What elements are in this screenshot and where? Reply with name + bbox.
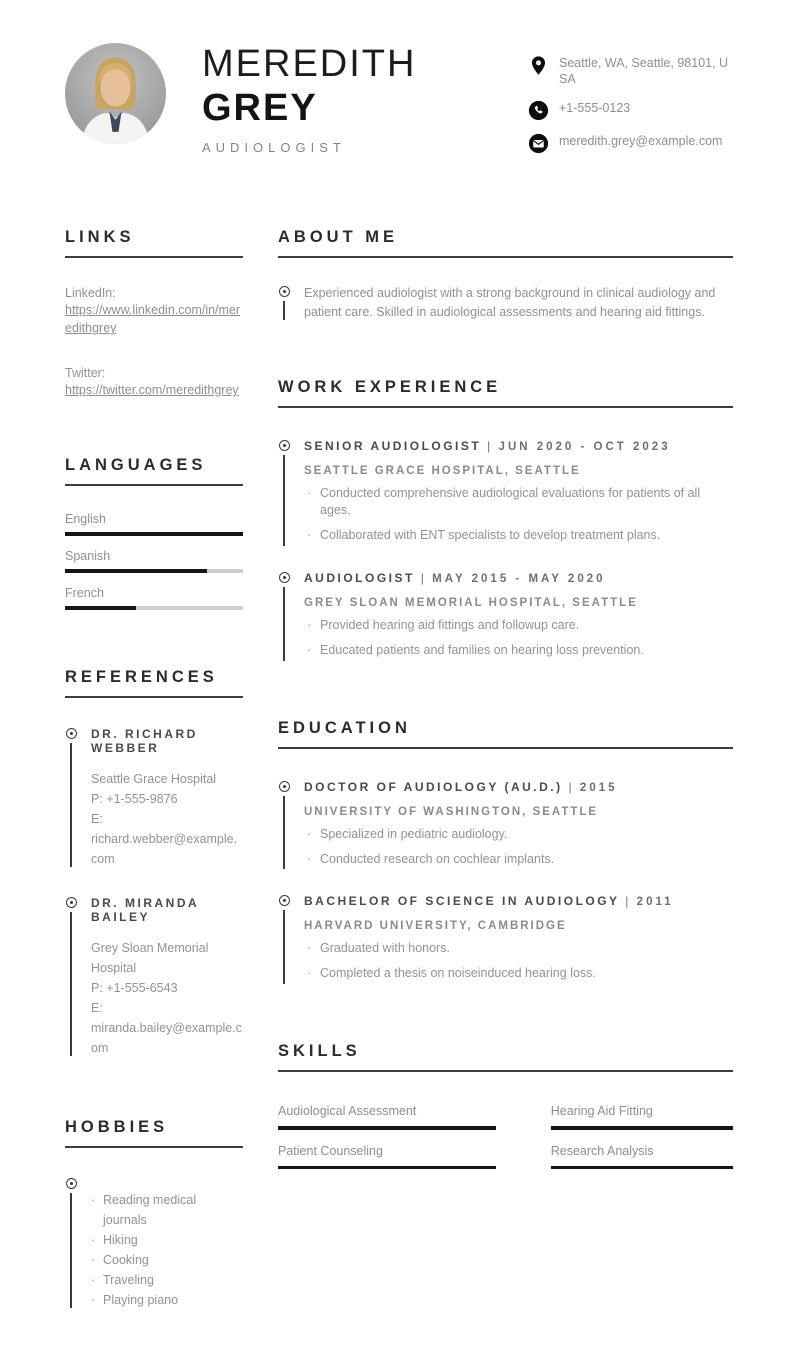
references-heading-rule [65, 696, 243, 698]
timeline-rail [65, 1176, 77, 1310]
experience-heading-rule [278, 406, 733, 408]
title-separator: | [420, 570, 427, 585]
language-bar-fill [65, 569, 207, 573]
experience-body [304, 570, 733, 663]
skill-item [278, 1144, 496, 1170]
title-separator: | [568, 779, 575, 794]
timeline-line [283, 910, 285, 984]
left-column [65, 228, 243, 1310]
education-bullets [304, 936, 733, 986]
education-bullet: · Completed a thesis on noiseinduced hearing loss. [304, 961, 733, 986]
about-item [278, 284, 733, 323]
section-about [278, 228, 733, 323]
experience-list [278, 438, 733, 662]
hobbies-body [91, 1176, 243, 1310]
skill-bar [551, 1126, 733, 1130]
skill-bar [278, 1126, 496, 1130]
experience-title: AUDIOLOGIST [304, 570, 415, 585]
language-row [65, 512, 243, 536]
section-links [65, 228, 243, 400]
education-title-line [304, 893, 733, 908]
section-languages [65, 456, 243, 610]
section-education [278, 719, 733, 987]
section-hobbies [65, 1118, 243, 1310]
timeline-dot-icon [66, 897, 77, 908]
education-degree: BACHELOR OF SCIENCE IN AUDIOLOGY [304, 894, 620, 909]
reference-details [91, 769, 243, 869]
references-heading: REFERENCES [65, 667, 218, 686]
timeline-rail [65, 726, 77, 869]
phone-text: +1-555-0123 [559, 100, 631, 115]
language-list [65, 512, 243, 610]
education-title-line [304, 779, 733, 794]
skill-label: Research Analysis [550, 1143, 654, 1158]
timeline-line [283, 796, 285, 870]
skills-heading-rule [278, 1070, 733, 1072]
hobby-item: · Reading medical journals [91, 1190, 243, 1230]
reference-phone: P: +1-555-6543 [91, 980, 178, 995]
link-item-linkedin [65, 286, 243, 339]
timeline-dot-icon [279, 895, 290, 906]
experience-dates: JUN 2020 - OCT 2023 [498, 441, 671, 454]
timeline-dot-icon [66, 1178, 77, 1189]
about-heading: ABOUT ME [278, 227, 398, 246]
education-bullets [304, 822, 733, 872]
reference-email: E: miranda.bailey@example.com [91, 1000, 242, 1055]
reference-list [65, 726, 243, 1058]
timeline-line [283, 301, 285, 321]
contact-phone-row [528, 100, 733, 121]
education-degree: DOCTOR OF AUDIOLOGY (AU.D.) [304, 779, 563, 794]
linkedin-label: LinkedIn: [65, 285, 116, 300]
reference-email: E: richard.webber@example.com [91, 811, 238, 866]
education-item [278, 779, 733, 872]
language-row [65, 586, 243, 610]
education-heading-rule [278, 747, 733, 749]
timeline-line [283, 455, 285, 546]
name-block [202, 43, 416, 155]
skill-label: Patient Counseling [278, 1143, 383, 1158]
about-body [304, 284, 733, 323]
about-text: Experienced audiologist with a strong background in clinical audiology and patient care. Skilled in audiological assessments and hearing aid fittings. [304, 285, 716, 319]
skill-item [278, 1104, 496, 1130]
education-bullet: · Graduated with honors. [304, 936, 733, 961]
hobby-item: · Cooking [91, 1250, 243, 1270]
skills-grid [278, 1104, 733, 1169]
first-name: MEREDITH [202, 43, 417, 85]
hobbies-heading-rule [65, 1146, 243, 1148]
skill-label: Audiological Assessment [278, 1104, 417, 1119]
education-item [278, 893, 733, 986]
experience-bullets [304, 613, 733, 663]
reference-item [65, 726, 243, 869]
timeline-dot-icon [66, 728, 77, 739]
timeline-line [70, 1193, 72, 1308]
experience-body [304, 438, 733, 548]
education-body [304, 779, 733, 872]
experience-title-line [304, 438, 733, 453]
language-bar-fill [65, 606, 136, 610]
reference-body [91, 895, 243, 1058]
education-school: UNIVERSITY OF WASHINGTON, SEATTLE [304, 805, 599, 818]
education-year: 2011 [636, 896, 674, 909]
experience-bullets [304, 481, 733, 548]
timeline-line [283, 587, 285, 661]
section-experience [278, 378, 733, 662]
reference-phone: P: +1-555-9876 [91, 791, 178, 806]
education-heading: EDUCATION [278, 718, 411, 737]
contact-block [528, 43, 733, 166]
timeline-dot-icon [279, 440, 290, 451]
job-title: AUDIOLOGIST [202, 140, 346, 156]
reference-name: DR. MIRANDA BAILEY [91, 895, 199, 924]
language-bar-track [65, 569, 243, 573]
twitter-label: Twitter: [65, 366, 106, 380]
profile-photo-placeholder [65, 43, 166, 144]
timeline-rail [278, 779, 290, 872]
timeline-line [70, 912, 72, 1056]
experience-bullet: · Educated patients and families on hearing loss prevention. [304, 638, 733, 663]
timeline-line [70, 743, 72, 867]
about-heading-rule [278, 256, 733, 258]
experience-heading: WORK EXPERIENCE [278, 378, 502, 397]
reference-name: DR. RICHARD WEBBER [91, 726, 198, 755]
experience-company: SEATTLE GRACE HOSPITAL, SEATTLE [304, 465, 581, 478]
location-text: Seattle, WA, Seattle, 98101, USA [559, 56, 729, 87]
email-icon [528, 133, 549, 154]
hobbies-heading: HOBBIES [65, 1117, 169, 1136]
right-column [278, 228, 733, 1310]
experience-item [278, 438, 733, 548]
hobby-item: · Traveling [91, 1270, 243, 1290]
contact-email-row [528, 133, 733, 154]
experience-title: SENIOR AUDIOLOGIST [304, 439, 482, 454]
experience-bullet: · Collaborated with ENT specialists to develop treatment plans. [304, 523, 733, 548]
education-year: 2015 [579, 781, 618, 794]
language-bar-track [65, 606, 243, 610]
timeline-rail [65, 895, 77, 1058]
language-name: English [65, 511, 106, 526]
languages-heading: LANGUAGES [65, 455, 207, 474]
timeline-dot-icon [279, 286, 290, 297]
languages-heading-rule [65, 484, 243, 486]
education-body [304, 893, 733, 986]
language-name: Spanish [65, 548, 111, 563]
phone-icon [528, 100, 549, 121]
section-skills [278, 1042, 733, 1169]
contact-location-row [528, 55, 733, 88]
twitter-link[interactable]: https://twitter.com/meredithgrey [65, 383, 239, 397]
hobby-item: · Playing piano [91, 1290, 243, 1310]
skill-bar [278, 1166, 496, 1170]
skill-item [551, 1104, 733, 1130]
section-references [65, 668, 243, 1058]
hobby-list [91, 1176, 243, 1310]
linkedin-link[interactable]: https://www.linkedin.com/in/meredithgrey [65, 302, 241, 336]
hobby-item: · Hiking [91, 1230, 243, 1250]
links-heading-rule [65, 256, 243, 258]
language-bar-track [65, 532, 243, 536]
profile-photo [65, 43, 166, 144]
education-bullet: · Conducted research on cochlear implants. [304, 847, 733, 872]
skill-label: Hearing Aid Fitting [550, 1104, 653, 1119]
last-name: GREY [202, 86, 318, 129]
experience-bullet: · Conducted comprehensive audiological evaluations for patients of all ages. [304, 481, 733, 523]
title-separator: | [487, 439, 493, 454]
education-list [278, 779, 733, 987]
skill-item [551, 1144, 733, 1170]
header [65, 43, 733, 166]
email-text: meredith.grey@example.com [559, 133, 723, 148]
title-separator: | [625, 894, 631, 909]
timeline-rail [278, 570, 290, 663]
reference-item [65, 895, 243, 1058]
timeline-dot-icon [279, 572, 290, 583]
location-pin-icon [528, 55, 549, 76]
experience-title-line [304, 570, 733, 585]
hobbies-item [65, 1176, 243, 1310]
timeline-rail [278, 893, 290, 986]
skill-bar [551, 1166, 733, 1170]
language-name: French [65, 585, 104, 600]
link-item-twitter [65, 366, 243, 400]
education-bullet: · Specialized in pediatric audiology. [304, 822, 733, 847]
reference-organization: Grey Sloan Memorial Hospital [91, 940, 209, 975]
experience-dates: MAY 2015 - MAY 2020 [432, 572, 606, 585]
experience-item [278, 570, 733, 663]
experience-company: GREY SLOAN MEMORIAL HOSPITAL, SEATTLE [304, 596, 638, 609]
main-columns [65, 228, 733, 1310]
language-bar-fill [65, 532, 243, 536]
timeline-dot-icon [279, 781, 290, 792]
links-heading: LINKS [65, 227, 135, 246]
reference-details [91, 938, 243, 1058]
reference-body [91, 726, 243, 869]
reference-organization: Seattle Grace Hospital [91, 771, 217, 786]
experience-bullet: · Provided hearing aid fittings and followup care. [304, 613, 733, 638]
timeline-rail [278, 284, 290, 323]
timeline-rail [278, 438, 290, 548]
education-school: HARVARD UNIVERSITY, CAMBRIDGE [304, 920, 567, 933]
skills-heading: SKILLS [278, 1042, 361, 1061]
language-row [65, 549, 243, 573]
